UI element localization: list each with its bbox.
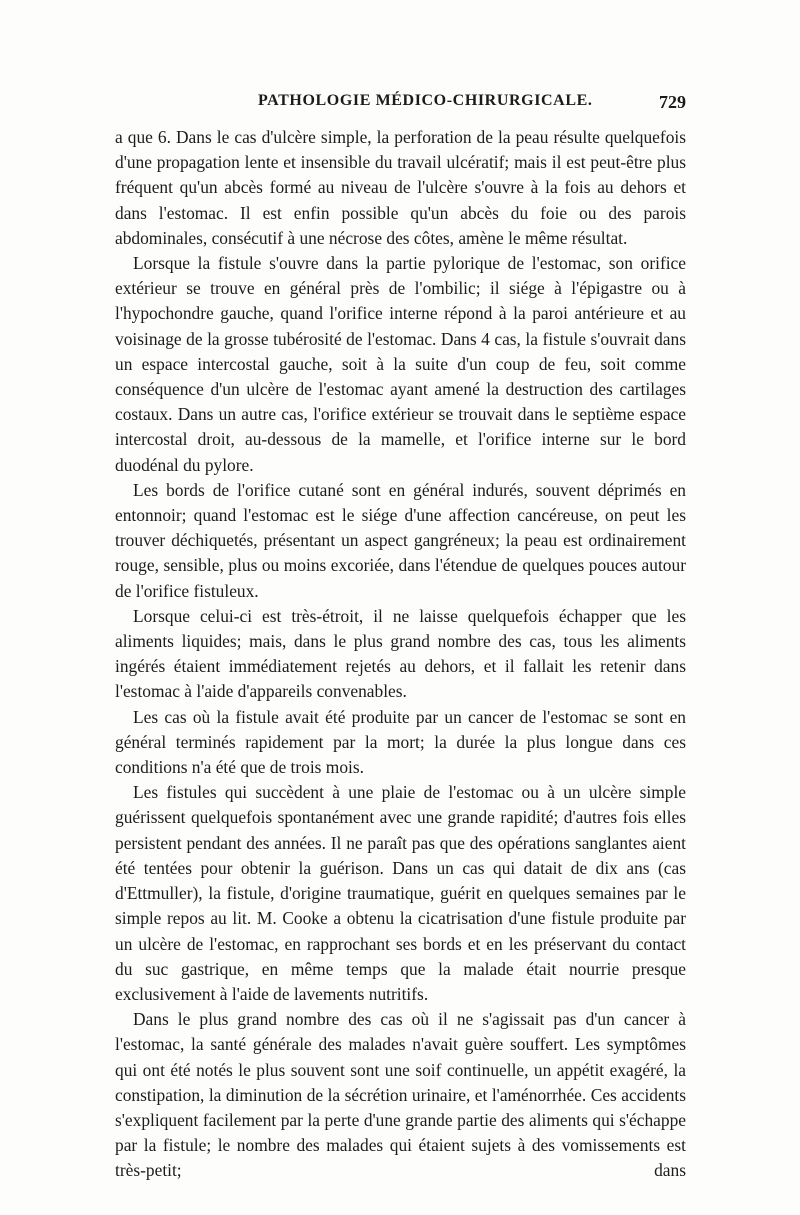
paragraph-5: Les cas où la fistule avait été produite par un cancer de l'estomac se sont en général terminés rapidement par la mort; la durée la plus longue dans ces conditions n'a été que de trois mois. <box>115 706 686 778</box>
paragraph-4: Lorsque celui-ci est très-étroit, il ne laisse quelquefois échapper que les aliments liquides; mais, dans le plus grand nombre des cas, tous les aliments ingérés étaient immédiatement rejetés au dehors, et il fallait les retenir dans l'estomac à l'aide d'appareils convenables. <box>115 605 686 702</box>
paragraph-7: Dans le plus grand nombre des cas où il ne s'agissait pas d'un cancer à l'estomac, la santé générale des malades n'avait guère souffert. Les symptômes qui ont été notés le plus souvent sont une soif continuelle, un appétit exagéré, la constipation, la diminution de la sécrétion urinaire, et l'aménorrhée. Ces accidents s'expliquent facilement par la perte d'une grande partie des aliments qui s'échappe par la fistule; le nombre des malades qui étaient sujets à des vomissements est très-petit; dans <box>115 1009 686 1181</box>
paragraph-2: Lorsque la fistule s'ouvre dans la partie pylorique de l'estomac, son orifice extérieur se trouve en général près de l'ombilic; il siége à l'épigastre ou à l'hypochondre gauche, quand l'orifice interne répond à la paroi antérieure et au voisinage de la grosse tubérosité de l'estomac. Dans 4 cas, la fistule s'ouvrait dans un espace intercostal gauche, soit à la suite d'un coup de feu, soit comme conséquence d'un ulcère de l'estomac ayant amené la destruction des cartilages costaux. Dans un autre cas, l'orifice extérieur se trouvait dans le septième espace intercostal droit, au-dessous de la mamelle, et l'orifice interne sur le bord duodénal du pylore. <box>115 253 686 475</box>
paragraph-6: Les fistules qui succèdent à une plaie de l'estomac ou à un ulcère simple guérissent quelquefois spontanément avec une grande rapidité; d'autres fois elles persistent pendant des années. Il ne paraît pas que des opérations sanglantes aient été tentées pour obtenir la guérison. Dans un cas qui datait de dix ans (cas d'Ettmuller), la fistule, d'origine traumatique, guérit en quelques semaines par le simple repos au lit. M. Cooke a obtenu la cicatrisation d'une fistule produite par un ulcère de l'estomac, en rapprochant ses bords et en les préservant du contact du suc gastrique, en même temps que la malade était nourrie presque exclusivement à l'aide de lavements nutritifs. <box>115 782 686 1004</box>
running-title: PATHOLOGIE MÉDICO-CHIRURGICALE. <box>258 92 593 109</box>
paragraph-3: Les bords de l'orifice cutané sont en général indurés, souvent déprimés en entonnoir; quand l'estomac est le siége d'une affection cancéreuse, on peut les trouver déchiquetés, présentant un aspect gangréneux; la peau est ordinairement rouge, sensible, plus ou moins excoriée, dans l'étendue de quelques pouces autour de l'orifice fistuleux. <box>115 479 686 601</box>
page-number: 729 <box>659 92 686 112</box>
running-head <box>258 92 686 120</box>
body-text <box>115 125 686 1184</box>
paragraph-1: a que 6. Dans le cas d'ulcère simple, la perforation de la peau résulte quelquefois d'une propagation lente et insensible du travail ulcératif; mais il est peut-être plus fréquent qu'un abcès formé au niveau de l'ulcère s'ouvre à la fois au dehors et dans l'estomac. Il est enfin possible qu'un abcès du foie ou des parois abdominales, consécutif à une nécrose des côtes, amène le même résultat. <box>115 127 686 248</box>
